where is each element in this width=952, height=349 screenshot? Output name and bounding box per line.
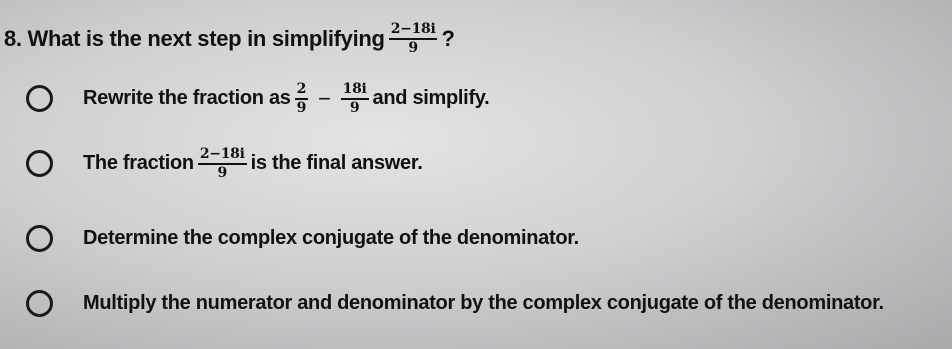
- radio-button-option-4[interactable]: [26, 290, 53, 317]
- answer-option-2-label: [83, 147, 422, 180]
- answer-option-4-label: Multiply the numerator and denominator by the complex conjugate of the denominator.: [83, 292, 884, 314]
- option-2-after-text: is the final answer.: [250, 152, 423, 175]
- question-text: [4, 22, 455, 55]
- answer-option-3-label: Determine the complex conjugate of the denominator.: [83, 227, 579, 249]
- option-1-before-text: Rewrite the fraction as: [83, 87, 291, 110]
- option-1-fraction-b: [341, 82, 369, 115]
- question-suffix: ?: [441, 25, 455, 51]
- answer-option-2[interactable]: [26, 147, 422, 180]
- option-1-fraction-a-numerator: 2: [295, 82, 308, 100]
- option-1-fraction-b-numerator: 18i: [341, 82, 369, 100]
- option-2-before-text: The fraction: [83, 152, 194, 175]
- radio-button-option-2[interactable]: [26, 150, 53, 177]
- option-1-after-text: and simplify.: [372, 87, 490, 110]
- option-1-operator: −: [318, 85, 331, 111]
- option-1-fraction-a-denominator: 9: [296, 99, 307, 116]
- answer-option-1-label: [83, 82, 489, 115]
- radio-button-option-3[interactable]: [26, 225, 53, 252]
- question-fraction-numerator: 2−18i: [389, 22, 438, 40]
- question-prefix: 8. What is the next step in simplifying: [4, 25, 385, 51]
- option-1-fraction-a: [295, 82, 308, 115]
- radio-button-option-1[interactable]: [26, 85, 53, 112]
- option-2-fraction-denominator: 9: [217, 164, 227, 181]
- question-fraction-denominator: 9: [408, 39, 418, 56]
- answer-option-1[interactable]: [26, 82, 489, 115]
- option-1-fraction-b-denominator: 9: [349, 99, 360, 116]
- option-2-fraction-numerator: 2−18i: [198, 147, 247, 165]
- option-2-fraction: [198, 147, 247, 180]
- answer-option-4[interactable]: [26, 290, 884, 317]
- question-fraction: [389, 22, 438, 55]
- answer-option-3[interactable]: [26, 225, 579, 252]
